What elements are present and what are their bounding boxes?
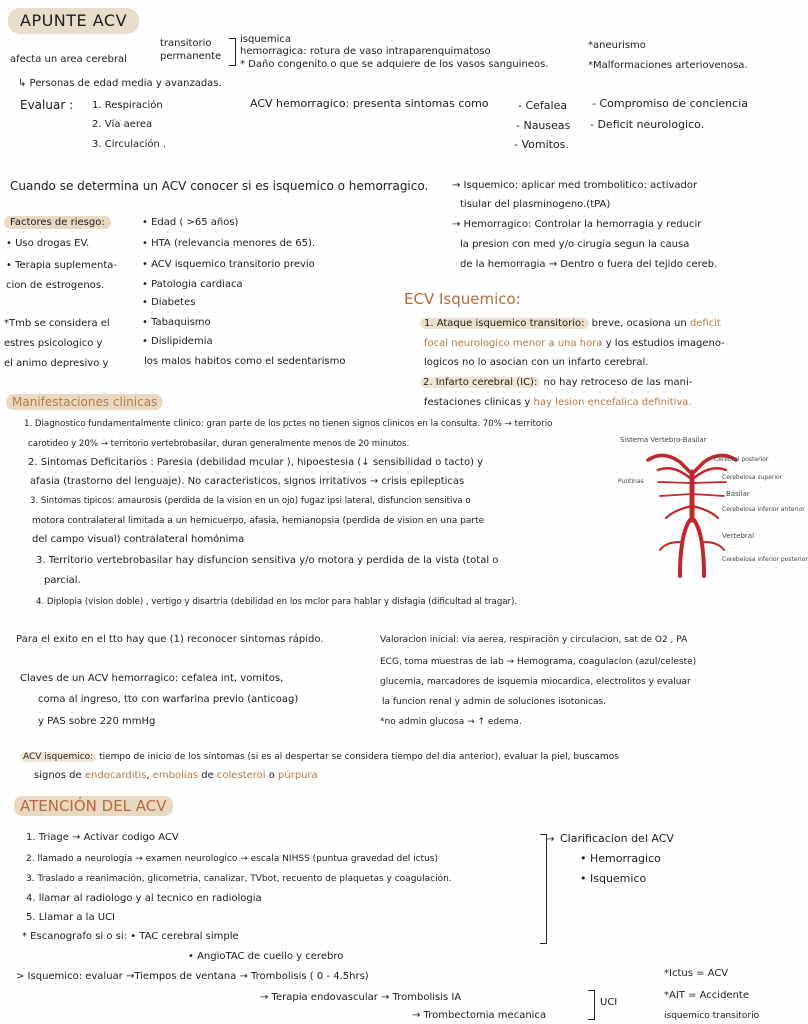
risk-note: estres psicologico y bbox=[4, 338, 103, 349]
ischemic-treatment: tisular del plasminogeno.(tPA) bbox=[460, 199, 611, 210]
definition-lead: afecta un area cerebral bbox=[10, 54, 127, 65]
vertebrobasilar-diagram bbox=[618, 436, 808, 578]
page-title: APUNTE ACV bbox=[8, 8, 139, 34]
ischemic-time-line2: signos de endocarditis, embolias de colesterol o púrpura bbox=[34, 770, 318, 781]
hemorrhagic-treatment: de la hemorragia → Dentro o fuera del tejido cereb. bbox=[460, 259, 718, 270]
abbreviation: *Ictus = ACV bbox=[664, 968, 729, 979]
risk-right-item: • ACV isquemico transitorio previo bbox=[142, 259, 315, 270]
ecv-item-1-line3: logicos no lo asocian con un infarto cerebral. bbox=[424, 357, 649, 368]
determine-text: Cuando se determina un ACV conocer si es isquemico o hemorragico. bbox=[10, 179, 429, 193]
diagram-label: Cerebral posterior bbox=[714, 456, 769, 463]
ecv-item-1-line2: focal neurologico menor a una hora y los estudios imageno- bbox=[424, 338, 725, 349]
definition-brace bbox=[229, 38, 236, 66]
risk-factors-heading: Factores de riesgo: bbox=[4, 217, 111, 229]
ischemic-flow: > Isquemico: evaluar →Tiempos de ventana → Trombolisis ( 0 - 4.5hrs) bbox=[16, 971, 369, 982]
classification-item: • Isquemico bbox=[580, 872, 647, 885]
hemorrhagic-treatment: la presion con med y/o cirugia segun la causa bbox=[460, 239, 690, 250]
risk-left-item: cion de estrogenos. bbox=[6, 280, 105, 291]
steps-brace bbox=[540, 834, 547, 944]
subtype-isquemica: isquemica bbox=[240, 34, 291, 45]
subtype-hemorragica: hemorragica: rotura de vaso intraparenquimatoso bbox=[240, 46, 491, 57]
initial-assessment-line: la funcion renal y admin de soluciones isotonicas. bbox=[382, 697, 607, 707]
aneurysm-note: *aneurismo bbox=[588, 40, 646, 51]
attention-heading: ATENCIÓN DEL ACV bbox=[14, 800, 173, 815]
symptom-item: - Nauseas bbox=[516, 119, 571, 132]
risk-note: el animo depresivo y bbox=[4, 358, 109, 369]
attention-step: * Escanografo si o si: • TAC cerebral simple bbox=[22, 931, 239, 942]
ecv-item-1: 1. Ataque isquemico transitorio: breve, ocasiona un deficit bbox=[420, 318, 721, 330]
manifestation-line: motora contralateral limitada a un hemicuerpo, afasia, hemianopsia (perdida de vision en una parte bbox=[32, 516, 485, 526]
hemorrhagic-key-line: coma al ingreso, tto con warfarina previo (anticoag) bbox=[38, 694, 299, 705]
risk-right-item: • Edad ( >65 años) bbox=[142, 217, 239, 228]
ecv-item-2-line2: festaciones clinicas y hay lesion encefalica definitiva. bbox=[424, 397, 692, 408]
ecv-item-2: 2. Infarto cerebral (IC): no hay retroceso de las mani- bbox=[420, 377, 692, 389]
ischemic-treatment: → Isquemico: aplicar med trombolitico: activador bbox=[452, 180, 698, 191]
abbreviation: isquemico transitorio bbox=[664, 1011, 760, 1021]
evaluate-item: 2. Vía aerea bbox=[92, 119, 153, 130]
ischemic-flow: → Terapia endovascular → Trombolisis IA bbox=[260, 992, 462, 1003]
manifestation-line: 4. Diplopia (vision doble) , vertigo y disartria (debilidad en los mclor para hablar y disfagia (dificultad al tragar). bbox=[36, 597, 518, 607]
initial-assessment-line: *no admin glucosa → ↑ edema. bbox=[380, 717, 522, 727]
finding-item: - Deficit neurologico. bbox=[590, 118, 705, 131]
hemorrhagic-treatment: → Hemorragico: Controlar la hemorragia y reducir bbox=[452, 219, 702, 230]
evaluate-item: 1. Respiración bbox=[92, 100, 163, 111]
population-note: ↳ Personas de edad media y avanzadas. bbox=[18, 78, 222, 89]
manifestations-heading: Manifestaciones clinicas bbox=[6, 396, 163, 410]
attention-step: • AngioTAC de cuello y cerebro bbox=[188, 951, 344, 962]
evaluate-label: Evaluar : bbox=[20, 98, 74, 112]
initial-assessment-line: glucemia, marcadores de isquemia miocardica, electrolitos y evaluar bbox=[380, 677, 691, 687]
diagram-label: Cerebelosa inferior posterior bbox=[722, 556, 808, 563]
attention-step: 1. Triage → Activar codigo ACV bbox=[26, 832, 179, 843]
manifestation-line: 3. Territorio vertebrobasilar hay disfuncion sensitiva y/o motora y perdida de la vista (total o bbox=[36, 555, 499, 566]
classification-label: Clarificacion del ACV bbox=[560, 832, 674, 845]
abbreviation: *AIT = Accidente bbox=[664, 990, 749, 1001]
diagram-label: Basilar bbox=[726, 490, 750, 498]
risk-right-item: • Patologia cardiaca bbox=[142, 279, 243, 290]
hemorrhagic-key-line: Claves de un ACV hemorragico: cefalea int, vomitos, bbox=[20, 673, 284, 684]
evaluate-item: 3. Circulación . bbox=[92, 139, 167, 150]
initial-assessment-line: Valoracion inicial: vía aerea, respiración y circulacion, sat de O2 , PA bbox=[380, 635, 688, 645]
classification-arrow: → bbox=[546, 834, 555, 845]
risk-right-item: • Diabetes bbox=[142, 297, 196, 308]
hemorrhagic-key-line: y PAS sobre 220 mmHg bbox=[38, 716, 156, 727]
ischemic-flow: → Trombectomia mecanica bbox=[412, 1010, 547, 1021]
finding-item: - Compromiso de conciencia bbox=[592, 97, 748, 110]
manifestation-line: 3. Sintomas tipicos: amaurosis (perdida de la vision en un ojo) fugaz ipsi lateral, disfuncion sensitiva o bbox=[30, 496, 471, 506]
attention-step: 5. Llamar a la UCI bbox=[26, 912, 115, 923]
diagram-label: Vertebral bbox=[722, 532, 755, 540]
success-text: Para el exito en el tto hay que (1) reconocer sintomas rápido. bbox=[16, 634, 324, 645]
uci-brace bbox=[588, 990, 595, 1020]
attention-step: 3. Traslado a reanimación, glicometria, canalizar, TVbot, recuento de plaquetas y coagulación. bbox=[26, 874, 452, 884]
acquired-note: * Daño congenito o que se adquiere de los vasos sanguineos. bbox=[240, 59, 549, 70]
type-permanente: permanente bbox=[160, 51, 222, 62]
risk-note: *Tmb se considera el bbox=[4, 318, 110, 329]
risk-right-item: • HTA (relevancia menores de 65). bbox=[142, 238, 316, 249]
attention-step: 2. llamado a neurologia → examen neurologico → escala NIHSS (puntua gravedad del ictus) bbox=[26, 854, 438, 864]
ischemic-time-line1: ACV isquemico: tiempo de inicio de los sintomas (si es al despertar se considera tiempo del dia anterior), evaluar la piel, buscamos bbox=[20, 751, 619, 763]
diagram-label: Cerebelosa superior bbox=[722, 474, 783, 481]
manifestation-line: del campo visual) contralateral homónima bbox=[32, 534, 245, 545]
diagram-label: Puntinas bbox=[618, 478, 644, 485]
risk-right-item: • Tabaquismo bbox=[142, 317, 211, 328]
manifestation-line: parcial. bbox=[44, 575, 81, 586]
risk-left-item: • Uso drogas EV. bbox=[6, 238, 90, 249]
classification-item: • Hemorragico bbox=[580, 852, 661, 865]
initial-assessment-line: ECG, toma muestras de lab → Hemograma, coagulacion (azul/celeste) bbox=[380, 657, 697, 667]
risk-left-item: • Terapia suplementa- bbox=[6, 260, 118, 271]
diagram-label: Cerebelosa inferior anterior bbox=[722, 506, 805, 513]
manifestation-line: afasia (trastorno del lenguaje). No caracteristicos, signos irritativos → crisis epilepticas bbox=[30, 476, 465, 487]
risk-note: los malos habitos como el sedentarismo bbox=[144, 356, 346, 367]
symptom-item: - Cefalea bbox=[518, 99, 568, 112]
diagram-title: Sistema Vertebro-Basilar bbox=[620, 436, 707, 444]
hemorrhagic-symptoms-lead: ACV hemorragico: presenta sintomas como bbox=[250, 97, 489, 110]
symptom-item: - Vomitos. bbox=[514, 138, 569, 151]
manifestation-line: 2. Sintomas Deficitarios : Paresia (debilidad mcular ), hipoestesia (↓ sensibilidad o tacto) y bbox=[28, 457, 484, 468]
type-transitorio: transitorio bbox=[160, 38, 212, 49]
attention-step: 4. llamar al radiologo y al tecnico en radiologia bbox=[26, 893, 262, 904]
manifestation-line: carotideo y 20% → territorio vertebrobasilar, duran generalmente menos de 20 minutos. bbox=[28, 439, 410, 449]
ecv-ischemic-heading: ECV Isquemico: bbox=[404, 290, 521, 308]
manifestation-line: 1. Diagnostico fundamentalmente clinico: gran parte de los pctes no tienen signos clinicos en la consulta. 70% → territorio bbox=[24, 419, 553, 429]
risk-right-item: • Dislipidemia bbox=[142, 336, 213, 347]
uci-label: UCI bbox=[600, 997, 618, 1008]
malformation-note: *Malformaciones arteriovenosa. bbox=[588, 60, 748, 71]
